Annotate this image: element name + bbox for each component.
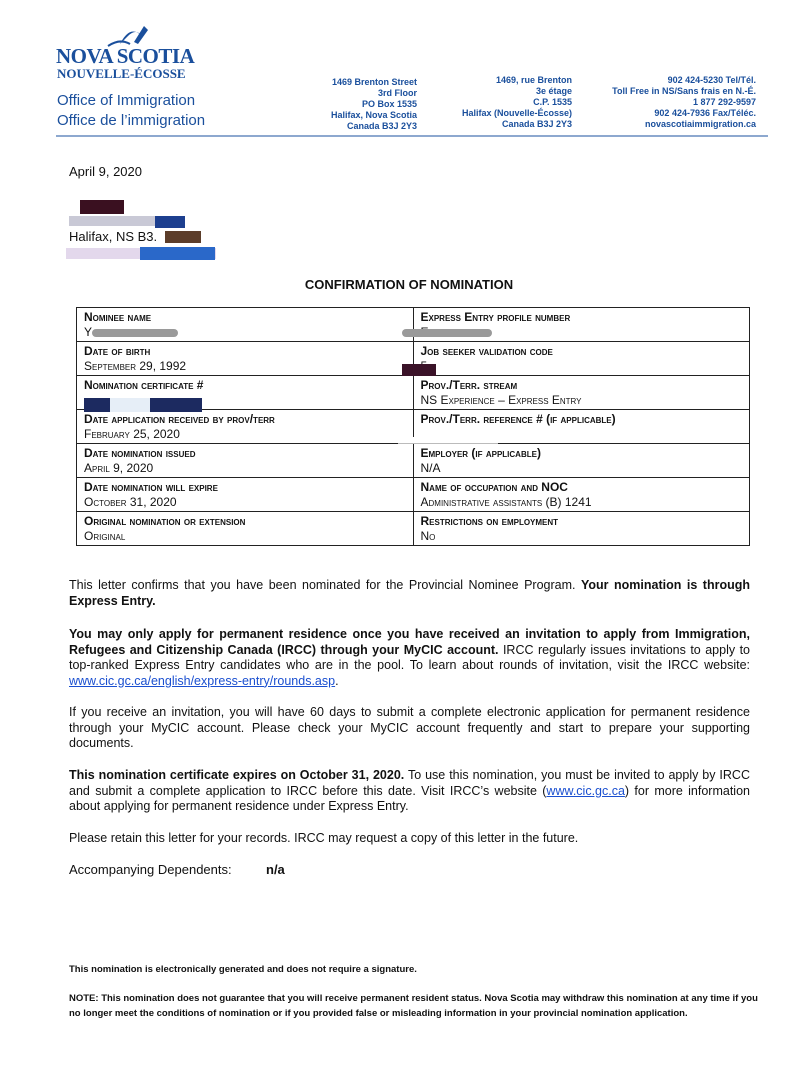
paragraph-retain: Please retain this letter for your records. IRCC may request a copy of this letter in the future. — [69, 831, 579, 845]
address-line: 3rd Floor — [377, 88, 417, 98]
office-name-en: Office of Immigration — [57, 92, 196, 109]
paragraph-expiry — [69, 768, 750, 815]
footer-disclaimer: NOTE: This nomination does not guarantee that you will receive permanent resident status. Nova Scotia may withdraw this nomination at any time if you no longer meet the conditions of nomination or if you provided false or misleading information in your provincial nomination application. — [69, 993, 758, 1019]
table-cell — [77, 410, 414, 444]
field-value: April 9, 2020 — [84, 461, 154, 475]
field-label: Employer (if applicable) — [420, 446, 541, 460]
table-cell — [413, 478, 750, 512]
office-name-fr: Office de l’immigration — [57, 112, 206, 129]
letter-date: April 9, 2020 — [69, 164, 142, 179]
field-value: February 25, 2020 — [84, 427, 180, 441]
redaction-reference-number — [398, 437, 498, 444]
address-line: Canada B3J 2Y3 — [501, 119, 572, 129]
field-label: Date nomination will expire — [84, 480, 218, 494]
address-city: Halifax, NS B3. — [69, 229, 158, 244]
paragraph-text: IRCC regularly issues invitations to apply to top-ranked Express Entry candidates who are in the pool. To learn about rounds of invitation, visit the IRCC website: — [69, 642, 750, 672]
table-cell — [413, 376, 750, 410]
paragraph-emphasis: Your nomination is through Express Entry. — [69, 578, 750, 608]
field-label: Restrictions on employment — [420, 514, 559, 528]
address-french — [440, 75, 572, 130]
logo-nova-scotia: NOVA SCOTIA — [56, 44, 195, 68]
paragraph-text: . — [335, 673, 339, 688]
nomination-table — [76, 307, 750, 546]
contact-info — [590, 75, 756, 130]
paragraph-text: This letter confirms that you have been nominated for the Provincial Nominee Program. — [69, 578, 581, 592]
address-line: 1469, rue Brenton — [495, 75, 572, 85]
field-value: Original — [84, 529, 126, 543]
footer-signature-note: This nomination is electronically generated and does not require a signature. — [69, 964, 417, 975]
address-english — [300, 77, 417, 132]
paragraph-text: ) for more information about applying for permanent residence under Express Entry. — [69, 783, 750, 813]
field-label: Express Entry profile number — [420, 310, 571, 324]
paragraph-text: To use this nomination, you must be invited to apply by IRCC and submit a complete application to IRCC before this date. Visit IRCC’s website ( — [69, 768, 750, 798]
redaction-nominee-name — [92, 329, 178, 337]
field-label: Job seeker validation code — [420, 344, 553, 358]
dependents-label: Accompanying Dependents: — [69, 862, 232, 877]
paragraph-invitation: If you receive an invitation, you will have 60 days to submit a complete electronic application for permanent residence through your MyCIC account. Please check your MyCIC account frequently and start to prepare your supporting documents. — [69, 705, 750, 750]
redaction-phone — [140, 247, 215, 260]
field-value: NS Experience – Express Entry — [420, 393, 582, 407]
table-cell — [77, 512, 414, 546]
field-label: Date of birth — [84, 344, 151, 358]
field-label: Date application received by prov/terr — [84, 412, 275, 426]
redaction-street — [155, 216, 185, 228]
field-label: Nominee name — [84, 310, 152, 324]
paragraph-emphasis: This nomination certificate expires on October 31, 2020. — [69, 768, 405, 782]
address-line: 3e étage — [535, 86, 572, 96]
contact-line: Toll Free in NS/Sans frais en N.-É. — [612, 86, 756, 96]
redaction-certificate-number — [110, 398, 150, 412]
field-value: September 29, 1992 — [84, 359, 187, 373]
contact-line: 902 424-5230 Tel/Tél. — [667, 75, 756, 85]
redaction-profile-number — [402, 329, 492, 337]
address-line: Canada B3J 2Y3 — [346, 121, 417, 131]
field-value: October 31, 2020 — [84, 495, 177, 509]
document-title: CONFIRMATION OF NOMINATION — [304, 277, 514, 292]
contact-line: novascotiaimmigration.ca — [644, 119, 756, 129]
table-cell — [413, 512, 750, 546]
address-line: C.P. 1535 — [533, 97, 572, 107]
table-cell — [77, 444, 414, 478]
field-label: Original nomination or extension — [84, 514, 246, 528]
contact-line: 902 424-7936 Fax/Téléc. — [654, 108, 756, 118]
field-label: Prov./Terr. stream — [420, 378, 518, 392]
paragraph-apply-instructions — [69, 627, 750, 689]
field-value — [421, 359, 743, 374]
field-label: Date nomination issued — [84, 446, 196, 460]
field-label: Prov./Terr. reference # (if applicable) — [420, 412, 616, 426]
field-value: No — [420, 529, 436, 543]
ircc-link[interactable]: www.cic.gc.ca — [546, 783, 625, 798]
table-row — [77, 444, 750, 478]
table-row — [77, 512, 750, 546]
field-value: Y — [84, 325, 93, 339]
address-line: Halifax, Nova Scotia — [330, 110, 417, 120]
table-cell — [413, 444, 750, 478]
table-cell — [77, 342, 414, 376]
dependents-value: n/a — [266, 862, 285, 877]
field-label: Name of occupation and NOC — [420, 480, 568, 494]
contact-line: 1 877 292-9597 — [692, 97, 756, 107]
field-value: Administrative assistants (B) 1241 — [420, 495, 592, 509]
logo-nouvelle-ecosse: NOUVELLE-ÉCOSSE — [57, 66, 186, 81]
redaction-validation-code — [402, 364, 436, 376]
address-line: 1469 Brenton Street — [331, 77, 417, 87]
table-cell — [413, 342, 750, 376]
redaction-name — [80, 200, 124, 214]
address-line: PO Box 1535 — [361, 99, 417, 109]
field-value: N/A — [420, 461, 441, 475]
rounds-link[interactable]: www.cic.gc.ca/english/express-entry/rounds.asp — [69, 673, 336, 688]
paragraph-emphasis: You may only apply for permanent residence once you have received an invitation to apply from Immigration, Refugees and Citizenship Canada (IRCC) through your MyCIC account. — [69, 627, 750, 657]
header-divider — [56, 135, 768, 137]
address-line: Halifax (Nouvelle-Écosse) — [461, 108, 572, 118]
table-row — [77, 478, 750, 512]
paragraph-confirmation — [69, 578, 750, 609]
field-label: Nomination certificate # — [84, 378, 204, 392]
table-cell — [77, 478, 414, 512]
redaction-postal — [165, 231, 201, 243]
